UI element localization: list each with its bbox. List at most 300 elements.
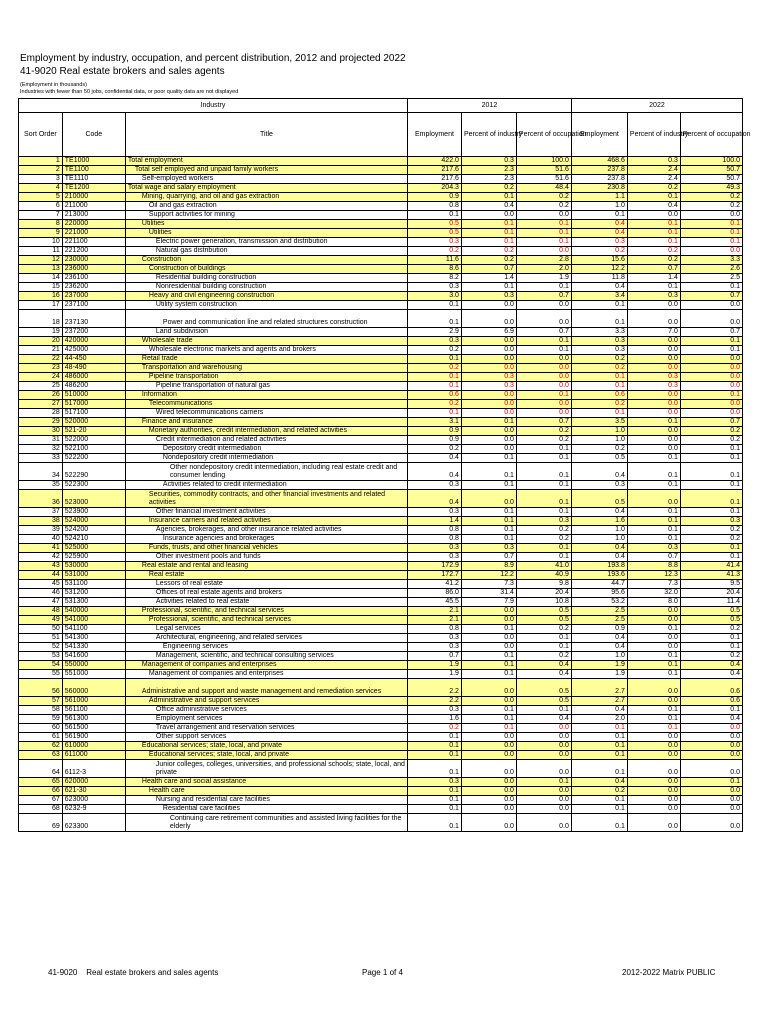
pct-occupation-2022-cell: 20.4 bbox=[680, 589, 742, 598]
pct-industry-2022-cell: 0.1 bbox=[627, 481, 680, 490]
employment-2022-cell: 0.1 bbox=[571, 301, 627, 310]
title-cell: Management of companies and enterprises bbox=[125, 661, 407, 670]
title-cell: Electric power generation, transmission and distribution bbox=[125, 238, 407, 247]
sort-order-cell: 36 bbox=[19, 490, 63, 508]
code-cell: 236000 bbox=[62, 265, 125, 274]
table-row bbox=[19, 445, 743, 454]
sort-order-cell: 37 bbox=[19, 508, 63, 517]
employment-2012-cell: 172.9 bbox=[407, 562, 461, 571]
code-cell: 220000 bbox=[62, 220, 125, 229]
employment-2012-cell: 2.1 bbox=[407, 607, 461, 616]
employment-2022-cell: 0.2 bbox=[571, 445, 627, 454]
code-cell: 525000 bbox=[62, 544, 125, 553]
pct-occupation-2022-cell: 49.3 bbox=[680, 184, 742, 193]
employment-2012-cell: 0.2 bbox=[407, 346, 461, 355]
sort-order-cell: 40 bbox=[19, 535, 63, 544]
title-cell: Securities, commodity contracts, and other financial investments and related activities bbox=[125, 490, 407, 508]
employment-2022-cell: 0.1 bbox=[571, 373, 627, 382]
pct-industry-2022-cell: 0.3 bbox=[627, 382, 680, 391]
pct-occupation-2022-cell: 2.6 bbox=[680, 265, 742, 274]
table-row bbox=[19, 508, 743, 517]
sort-order-cell: 61 bbox=[19, 733, 63, 742]
pct-occupation-2022-cell: 0.3 bbox=[680, 517, 742, 526]
code-cell: 524210 bbox=[62, 535, 125, 544]
pct-industry-2012-cell: 0.0 bbox=[461, 760, 516, 778]
pct-occupation-2012-cell: 0.0 bbox=[516, 724, 571, 733]
sort-order-cell: 20 bbox=[19, 337, 63, 346]
sort-order-cell: 60 bbox=[19, 724, 63, 733]
employment-2022-cell: 2.7 bbox=[571, 697, 627, 706]
pct-occupation-2022-cell: 0.4 bbox=[680, 715, 742, 724]
sort-order-cell: 25 bbox=[19, 382, 63, 391]
pct-occupation-2012-cell: 0.1 bbox=[516, 634, 571, 643]
sort-order-cell: 22 bbox=[19, 355, 63, 364]
code-cell: 531300 bbox=[62, 598, 125, 607]
employment-2022-cell: 2.0 bbox=[571, 715, 627, 724]
table-row bbox=[19, 661, 743, 670]
pct-occupation-2022-cell: 0.1 bbox=[680, 238, 742, 247]
employment-2012-cell: 0.1 bbox=[407, 733, 461, 742]
table-row bbox=[19, 643, 743, 652]
code-cell: 531200 bbox=[62, 589, 125, 598]
employment-2012-cell: 0.3 bbox=[407, 544, 461, 553]
table-row bbox=[19, 634, 743, 643]
employment-2012-cell: 3.1 bbox=[407, 418, 461, 427]
pct-occupation-2012-cell: 0.1 bbox=[516, 490, 571, 508]
pct-industry-2012-cell: 6.9 bbox=[461, 328, 516, 337]
employment-2022-cell: 0.1 bbox=[571, 211, 627, 220]
table-row bbox=[19, 166, 743, 175]
code-cell: 6112-3 bbox=[62, 760, 125, 778]
table-row bbox=[19, 292, 743, 301]
pct-industry-2012-cell: 0.1 bbox=[461, 481, 516, 490]
employment-2012-cell: 8.6 bbox=[407, 265, 461, 274]
pct-occupation-2012-cell: 0.0 bbox=[516, 364, 571, 373]
pct-occupation-2012-cell: 0.0 bbox=[516, 409, 571, 418]
pct-occupation-2012-cell: 0.2 bbox=[516, 652, 571, 661]
employment-2022-cell: 0.3 bbox=[571, 238, 627, 247]
code-cell: 213000 bbox=[62, 211, 125, 220]
pct-industry-2012-cell: 0.1 bbox=[461, 724, 516, 733]
pct-industry-2012-cell: 0.0 bbox=[461, 364, 516, 373]
employment-2012-cell: 1.9 bbox=[407, 670, 461, 679]
pct-industry-2012-cell: 0.1 bbox=[461, 193, 516, 202]
pct-industry-2022-cell: 0.0 bbox=[627, 760, 680, 778]
title-cell: Nonresidential building construction bbox=[125, 283, 407, 292]
employment-2012-cell: 8.2 bbox=[407, 274, 461, 283]
pct-industry-2012-cell: 0.4 bbox=[461, 202, 516, 211]
table-row bbox=[19, 796, 743, 805]
pct-industry-2022-cell: 2.4 bbox=[627, 166, 680, 175]
pct-industry-2012-cell: 0.0 bbox=[461, 445, 516, 454]
sort-order-cell: 9 bbox=[19, 229, 63, 238]
employment-2012-cell: 172.7 bbox=[407, 571, 461, 580]
pct-industry-2012-cell: 0.1 bbox=[461, 625, 516, 634]
pct-occupation-2012-header: Percent of occupation bbox=[516, 113, 571, 157]
table-row bbox=[19, 265, 743, 274]
sort-order-cell: 30 bbox=[19, 427, 63, 436]
pct-occupation-2022-cell: 0.7 bbox=[680, 418, 742, 427]
pct-occupation-2022-cell: 0.2 bbox=[680, 652, 742, 661]
code-cell: 561000 bbox=[62, 697, 125, 706]
pct-industry-2022-cell: 0.0 bbox=[627, 427, 680, 436]
pct-occupation-2012-cell: 0.0 bbox=[516, 382, 571, 391]
table-row bbox=[19, 805, 743, 814]
employment-2022-cell: 0.9 bbox=[571, 625, 627, 634]
pct-industry-2022-cell: 0.0 bbox=[627, 310, 680, 328]
title-cell: Retail trade bbox=[125, 355, 407, 364]
pct-industry-2012-cell: 1.4 bbox=[461, 274, 516, 283]
pct-occupation-2022-cell: 0.1 bbox=[680, 445, 742, 454]
code-cell: 541600 bbox=[62, 652, 125, 661]
title-cell: Total self employed and unpaid family workers bbox=[125, 166, 407, 175]
pct-industry-2022-cell: 0.0 bbox=[627, 787, 680, 796]
title-cell: Management of companies and enterprises bbox=[125, 670, 407, 679]
employment-2012-cell: 0.3 bbox=[407, 634, 461, 643]
year-2022-header: 2022 bbox=[571, 99, 742, 113]
pct-occupation-2012-cell: 0.1 bbox=[516, 229, 571, 238]
table-row bbox=[19, 535, 743, 544]
pct-occupation-2022-cell: 0.0 bbox=[680, 247, 742, 256]
pct-industry-2012-header: Percent of industry bbox=[461, 113, 516, 157]
pct-occupation-2012-cell: 9.8 bbox=[516, 580, 571, 589]
table-row bbox=[19, 256, 743, 265]
sort-order-cell: 34 bbox=[19, 463, 63, 481]
pct-industry-2012-cell: 7.3 bbox=[461, 580, 516, 589]
pct-occupation-2012-cell: 100.0 bbox=[516, 157, 571, 166]
pct-occupation-2012-cell: 0.0 bbox=[516, 787, 571, 796]
title-cell: Mining, quarrying, and oil and gas extraction bbox=[125, 193, 407, 202]
pct-industry-2022-cell: 0.1 bbox=[627, 454, 680, 463]
pct-occupation-2022-cell: 0.6 bbox=[680, 697, 742, 706]
code-cell: 623300 bbox=[62, 814, 125, 832]
sort-order-header: Sort Order bbox=[19, 113, 63, 157]
pct-occupation-2022-cell: 0.2 bbox=[680, 427, 742, 436]
sort-order-cell: 46 bbox=[19, 589, 63, 598]
sort-order-cell: 47 bbox=[19, 598, 63, 607]
pct-occupation-2022-cell: 0.0 bbox=[680, 310, 742, 328]
pct-industry-2012-cell: 0.0 bbox=[461, 490, 516, 508]
sort-order-cell: 64 bbox=[19, 760, 63, 778]
employment-2022-cell: 0.3 bbox=[571, 481, 627, 490]
pct-industry-2012-cell: 0.1 bbox=[461, 517, 516, 526]
table-row bbox=[19, 346, 743, 355]
code-cell: 540000 bbox=[62, 607, 125, 616]
pct-occupation-2022-cell: 0.0 bbox=[680, 364, 742, 373]
title-cell: Nondepository credit intermediation bbox=[125, 454, 407, 463]
table-row bbox=[19, 337, 743, 346]
title-cell: Oil and gas extraction bbox=[125, 202, 407, 211]
pct-occupation-2022-cell: 0.2 bbox=[680, 526, 742, 535]
pct-industry-2012-cell: 0.0 bbox=[461, 778, 516, 787]
table-row bbox=[19, 211, 743, 220]
title-cell: Wired telecommunications carriers bbox=[125, 409, 407, 418]
employment-2022-header: Employment bbox=[571, 113, 627, 157]
title-cell: Office administrative services bbox=[125, 706, 407, 715]
sort-order-cell: 59 bbox=[19, 715, 63, 724]
pct-occupation-2022-cell: 0.2 bbox=[680, 202, 742, 211]
pct-industry-2022-cell: 0.0 bbox=[627, 355, 680, 364]
code-cell: 236100 bbox=[62, 274, 125, 283]
employment-2022-cell: 44.7 bbox=[571, 580, 627, 589]
pct-industry-2012-cell: 0.0 bbox=[461, 814, 516, 832]
pct-occupation-2022-cell: 0.0 bbox=[680, 805, 742, 814]
title-cell: Administrative and support services bbox=[125, 697, 407, 706]
code-cell: 420000 bbox=[62, 337, 125, 346]
pct-occupation-2012-cell: 0.1 bbox=[516, 463, 571, 481]
employment-2012-cell: 86.0 bbox=[407, 589, 461, 598]
pct-industry-2022-cell: 0.0 bbox=[627, 346, 680, 355]
title-cell: Transportation and warehousing bbox=[125, 364, 407, 373]
pct-industry-2022-cell: 8.0 bbox=[627, 598, 680, 607]
pct-industry-2022-cell: 0.0 bbox=[627, 445, 680, 454]
code-cell: 221100 bbox=[62, 238, 125, 247]
pct-industry-2012-cell: 0.0 bbox=[461, 643, 516, 652]
code-cell: 48-490 bbox=[62, 364, 125, 373]
pct-industry-2012-cell: 0.1 bbox=[461, 463, 516, 481]
title-cell: Self-employed workers bbox=[125, 175, 407, 184]
employment-2022-cell: 468.6 bbox=[571, 157, 627, 166]
sort-order-cell: 69 bbox=[19, 814, 63, 832]
sort-order-cell: 52 bbox=[19, 643, 63, 652]
table-row bbox=[19, 526, 743, 535]
pct-industry-2012-cell: 0.0 bbox=[461, 409, 516, 418]
pct-occupation-2022-cell: 0.0 bbox=[680, 796, 742, 805]
table-row bbox=[19, 184, 743, 193]
employment-2012-cell: 45.5 bbox=[407, 598, 461, 607]
employment-2012-cell: 0.2 bbox=[407, 400, 461, 409]
pct-occupation-2012-cell: 0.5 bbox=[516, 616, 571, 625]
pct-industry-2012-cell: 0.1 bbox=[461, 706, 516, 715]
code-cell: 522290 bbox=[62, 463, 125, 481]
pct-industry-2022-cell: 7.0 bbox=[627, 328, 680, 337]
pct-industry-2022-cell: 0.0 bbox=[627, 364, 680, 373]
table-row bbox=[19, 238, 743, 247]
employment-2022-cell: 15.6 bbox=[571, 256, 627, 265]
table-row bbox=[19, 652, 743, 661]
title-cell: Offices of real estate agents and brokers bbox=[125, 589, 407, 598]
table-row bbox=[19, 454, 743, 463]
pct-industry-2022-cell: 1.4 bbox=[627, 274, 680, 283]
pct-occupation-2022-cell: 0.1 bbox=[680, 508, 742, 517]
code-cell: 237130 bbox=[62, 310, 125, 328]
title-cell: Professional, scientific, and technical services bbox=[125, 616, 407, 625]
sort-order-cell: 66 bbox=[19, 787, 63, 796]
pct-occupation-2022-cell: 0.1 bbox=[680, 778, 742, 787]
pct-industry-2022-cell: 0.2 bbox=[627, 247, 680, 256]
table-row bbox=[19, 274, 743, 283]
pct-industry-2012-cell: 8.9 bbox=[461, 562, 516, 571]
code-cell: 525900 bbox=[62, 553, 125, 562]
code-cell: 237000 bbox=[62, 292, 125, 301]
pct-occupation-2022-cell: 0.1 bbox=[680, 706, 742, 715]
pct-industry-2022-cell: 0.1 bbox=[627, 535, 680, 544]
pct-occupation-2012-cell: 0.0 bbox=[516, 400, 571, 409]
pct-occupation-2012-cell: 0.1 bbox=[516, 283, 571, 292]
title-cell: Construction of buildings bbox=[125, 265, 407, 274]
employment-2012-cell: 0.1 bbox=[407, 310, 461, 328]
pct-industry-2022-cell: 0.0 bbox=[627, 391, 680, 400]
title-cell: Total employment bbox=[125, 157, 407, 166]
employment-2012-cell: 0.3 bbox=[407, 553, 461, 562]
table-row bbox=[19, 706, 743, 715]
pct-industry-2022-cell: 0.1 bbox=[627, 193, 680, 202]
pct-occupation-2012-cell: 0.1 bbox=[516, 346, 571, 355]
pct-occupation-2012-cell: 0.0 bbox=[516, 805, 571, 814]
employment-2012-cell: 0.3 bbox=[407, 238, 461, 247]
pct-industry-2012-cell: 0.0 bbox=[461, 787, 516, 796]
pct-industry-2022-cell: 7.3 bbox=[627, 580, 680, 589]
pct-industry-2022-cell: 0.1 bbox=[627, 517, 680, 526]
table-row bbox=[19, 283, 743, 292]
employment-2012-cell: 422.0 bbox=[407, 157, 461, 166]
pct-occupation-2022-cell: 0.1 bbox=[680, 634, 742, 643]
table-row bbox=[19, 229, 743, 238]
title-cell: Real estate bbox=[125, 571, 407, 580]
pct-industry-2012-cell: 0.3 bbox=[461, 292, 516, 301]
sort-order-cell: 65 bbox=[19, 778, 63, 787]
employment-2012-cell: 0.4 bbox=[407, 454, 461, 463]
table-row bbox=[19, 247, 743, 256]
pct-industry-2012-cell: 0.2 bbox=[461, 256, 516, 265]
employment-2022-cell: 0.2 bbox=[571, 355, 627, 364]
pct-occupation-2022-cell: 0.1 bbox=[680, 481, 742, 490]
pct-industry-2012-cell: 0.1 bbox=[461, 229, 516, 238]
title-cell: Legal services bbox=[125, 625, 407, 634]
employment-2012-cell: 0.7 bbox=[407, 652, 461, 661]
title-cell: Administrative and support and waste management and remediation services bbox=[125, 679, 407, 697]
title-cell: Natural gas distribution bbox=[125, 247, 407, 256]
sort-order-cell: 26 bbox=[19, 391, 63, 400]
employment-2012-cell: 0.2 bbox=[407, 724, 461, 733]
title-cell: Other investment pools and funds bbox=[125, 553, 407, 562]
pct-occupation-2012-cell: 0.0 bbox=[516, 373, 571, 382]
code-cell: 486000 bbox=[62, 373, 125, 382]
pct-occupation-2012-cell: 0.0 bbox=[516, 211, 571, 220]
title-cell: Pipeline transportation bbox=[125, 373, 407, 382]
table-row bbox=[19, 715, 743, 724]
footer-page-number: Page 1 of 4 bbox=[362, 968, 403, 977]
pct-occupation-2012-cell: 0.0 bbox=[516, 796, 571, 805]
employment-2022-cell: 0.4 bbox=[571, 643, 627, 652]
employment-2012-cell: 2.2 bbox=[407, 679, 461, 697]
employment-2022-cell: 0.4 bbox=[571, 634, 627, 643]
code-cell: 237100 bbox=[62, 301, 125, 310]
employment-2012-cell: 0.2 bbox=[407, 247, 461, 256]
pct-occupation-2022-cell: 0.0 bbox=[680, 211, 742, 220]
title-cell: Funds, trusts, and other financial vehicles bbox=[125, 544, 407, 553]
employment-2012-cell: 1.6 bbox=[407, 715, 461, 724]
pct-industry-2012-cell: 0.7 bbox=[461, 265, 516, 274]
sort-order-cell: 33 bbox=[19, 454, 63, 463]
employment-2012-cell: 0.1 bbox=[407, 805, 461, 814]
pct-industry-2012-cell: 0.0 bbox=[461, 751, 516, 760]
pct-occupation-2012-cell: 0.3 bbox=[516, 517, 571, 526]
pct-occupation-2022-cell: 0.0 bbox=[680, 409, 742, 418]
table-row bbox=[19, 751, 743, 760]
employment-2022-cell: 0.4 bbox=[571, 553, 627, 562]
sort-order-cell: 18 bbox=[19, 310, 63, 328]
employment-2022-cell: 0.4 bbox=[571, 229, 627, 238]
pct-industry-2012-cell: 0.0 bbox=[461, 733, 516, 742]
pct-industry-2022-cell: 0.3 bbox=[627, 292, 680, 301]
pct-industry-2022-cell: 0.1 bbox=[627, 625, 680, 634]
sort-order-cell: 4 bbox=[19, 184, 63, 193]
title-cell: Agencies, brokerages, and other insurance related activities bbox=[125, 526, 407, 535]
code-cell: 530000 bbox=[62, 562, 125, 571]
employment-2022-cell: 0.2 bbox=[571, 364, 627, 373]
code-cell: 510000 bbox=[62, 391, 125, 400]
pct-occupation-2022-cell: 0.2 bbox=[680, 625, 742, 634]
sort-order-cell: 21 bbox=[19, 346, 63, 355]
employment-2012-cell: 2.1 bbox=[407, 616, 461, 625]
sort-order-cell: 13 bbox=[19, 265, 63, 274]
pct-industry-2022-cell: 0.0 bbox=[627, 778, 680, 787]
pct-occupation-2022-cell: 0.7 bbox=[680, 328, 742, 337]
code-cell: 560000 bbox=[62, 679, 125, 697]
employment-2022-cell: 0.3 bbox=[571, 346, 627, 355]
table-row bbox=[19, 787, 743, 796]
pct-industry-2012-cell: 0.7 bbox=[461, 553, 516, 562]
title-cell: Nursing and residential care facilities bbox=[125, 796, 407, 805]
pct-industry-2022-cell: 0.1 bbox=[627, 526, 680, 535]
sort-order-cell: 48 bbox=[19, 607, 63, 616]
title-cell: Lessors of real estate bbox=[125, 580, 407, 589]
pct-industry-2012-cell: 0.3 bbox=[461, 544, 516, 553]
title-cell: Credit intermediation and related activities bbox=[125, 436, 407, 445]
pct-occupation-2012-cell: 0.1 bbox=[516, 238, 571, 247]
pct-industry-2012-cell: 0.0 bbox=[461, 616, 516, 625]
table-row bbox=[19, 355, 743, 364]
code-cell: 425000 bbox=[62, 346, 125, 355]
pct-industry-2022-cell: 0.0 bbox=[627, 805, 680, 814]
code-cell: 522000 bbox=[62, 436, 125, 445]
sort-order-cell: 39 bbox=[19, 526, 63, 535]
pct-industry-2012-cell: 0.0 bbox=[461, 391, 516, 400]
table-row bbox=[19, 463, 743, 481]
sort-order-cell: 8 bbox=[19, 220, 63, 229]
sort-order-cell: 45 bbox=[19, 580, 63, 589]
pct-industry-2022-header: Percent of industry bbox=[627, 113, 680, 157]
pct-occupation-2012-cell: 0.1 bbox=[516, 553, 571, 562]
title-cell: Other support services bbox=[125, 733, 407, 742]
code-cell: 551000 bbox=[62, 670, 125, 679]
employment-2012-cell: 0.2 bbox=[407, 364, 461, 373]
code-cell: 221000 bbox=[62, 229, 125, 238]
code-cell: 211000 bbox=[62, 202, 125, 211]
pct-occupation-2012-cell: 0.2 bbox=[516, 625, 571, 634]
employment-2022-cell: 1.0 bbox=[571, 535, 627, 544]
employment-2012-cell: 217.6 bbox=[407, 175, 461, 184]
employment-2022-cell: 0.2 bbox=[571, 247, 627, 256]
table-row bbox=[19, 544, 743, 553]
table-row bbox=[19, 616, 743, 625]
pct-industry-2012-cell: 0.0 bbox=[461, 211, 516, 220]
code-cell: 44-450 bbox=[62, 355, 125, 364]
year-2012-header: 2012 bbox=[407, 99, 571, 113]
sort-order-cell: 17 bbox=[19, 301, 63, 310]
employment-2012-cell: 0.3 bbox=[407, 481, 461, 490]
pct-industry-2022-cell: 0.3 bbox=[627, 373, 680, 382]
title-cell: Other nondepository credit intermediation, including real estate credit and consumer lending bbox=[125, 463, 407, 481]
pct-industry-2022-cell: 0.0 bbox=[627, 679, 680, 697]
employment-2022-cell: 0.1 bbox=[571, 796, 627, 805]
employment-2022-cell: 1.9 bbox=[571, 670, 627, 679]
pct-industry-2022-cell: 0.0 bbox=[627, 211, 680, 220]
employment-2012-cell: 0.1 bbox=[407, 787, 461, 796]
pct-occupation-2012-cell: 2.0 bbox=[516, 265, 571, 274]
code-cell: 561900 bbox=[62, 733, 125, 742]
